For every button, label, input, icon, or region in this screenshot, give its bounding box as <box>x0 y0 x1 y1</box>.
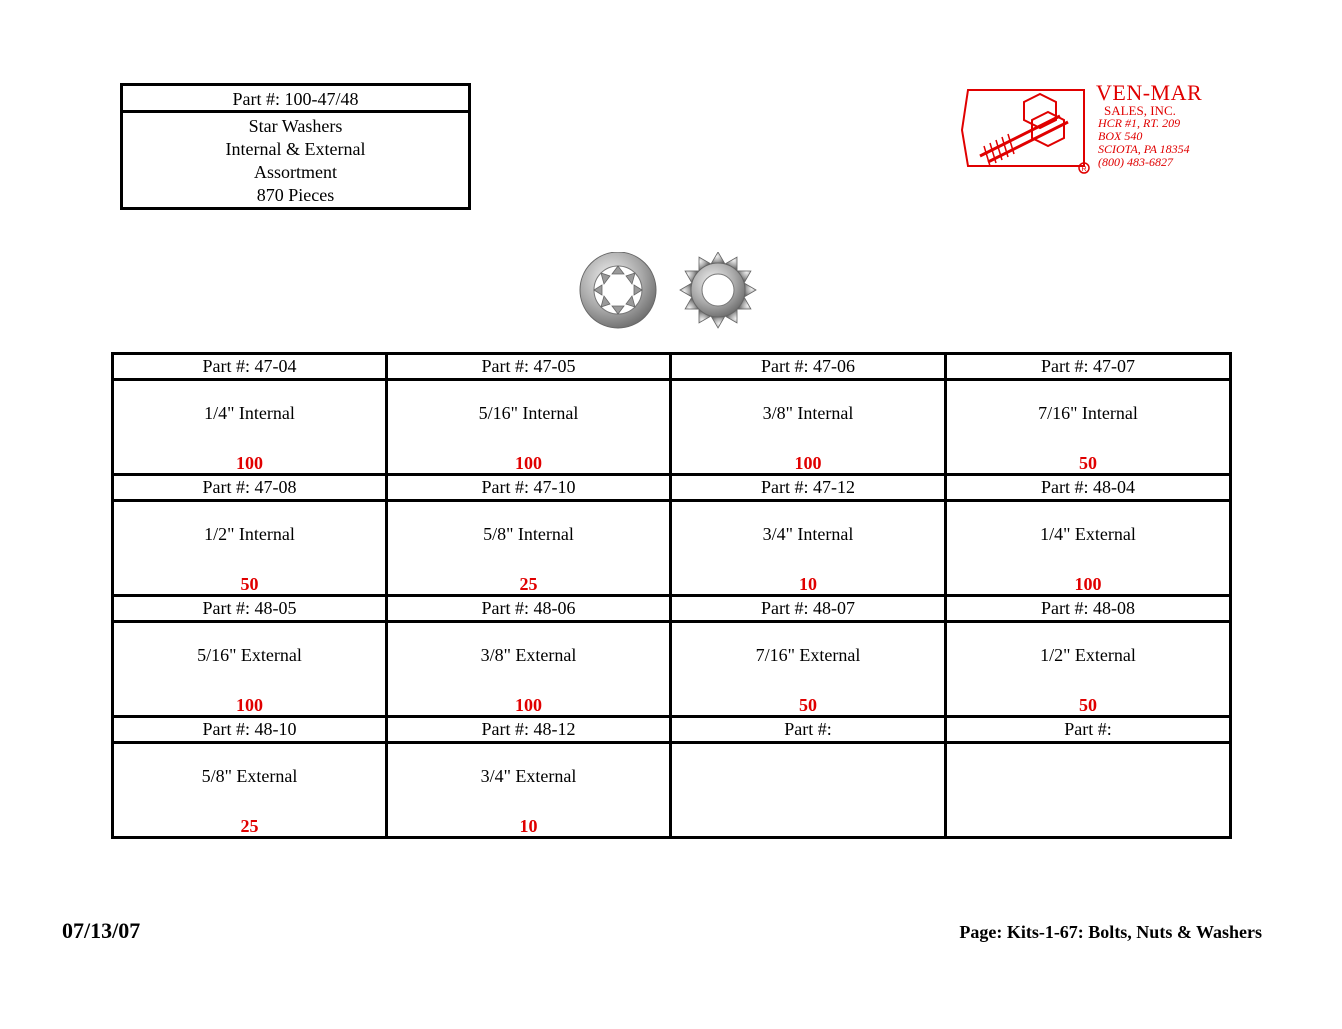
part-description: 3/4" External <box>480 766 577 786</box>
part-quantity: 10 <box>799 574 817 594</box>
part-description: 3/4" Internal <box>762 524 854 544</box>
logo-line-4: SCIOTA, PA 18354 <box>1098 142 1190 156</box>
part-number-cell: Part #: 48-04 <box>946 475 1231 501</box>
part-quantity: 100 <box>236 695 263 715</box>
kit-line-2: Internal & External <box>225 139 366 159</box>
kit-part-number: Part #: 100-47/48 <box>123 86 468 113</box>
part-number-cell: Part #: 47-10 <box>387 475 671 501</box>
part-cell <box>671 501 946 596</box>
part-description: 1/4" Internal <box>204 403 295 423</box>
part-number-cell: Part #: 47-12 <box>671 475 946 501</box>
kit-line-4: 870 Pieces <box>256 185 335 205</box>
part-cell <box>387 622 671 717</box>
part-number-cell: Part #: 48-05 <box>113 596 387 622</box>
part-quantity: 50 <box>1079 453 1097 473</box>
part-cell <box>671 622 946 717</box>
kit-line-1: Star Washers <box>248 116 343 136</box>
part-cell <box>387 743 671 838</box>
grid-body-row <box>113 501 1231 596</box>
logo-line-2: HCR #1, RT. 209 <box>1098 116 1181 130</box>
part-number-cell: Part #: 48-12 <box>387 717 671 743</box>
part-number-cell: Part #: 47-05 <box>387 354 671 380</box>
part-description: 3/8" Internal <box>762 403 854 423</box>
part-quantity: 100 <box>515 695 542 715</box>
part-number-cell: Part #: <box>946 717 1231 743</box>
part-cell <box>113 501 387 596</box>
svg-text:R: R <box>1081 166 1087 173</box>
part-number-cell: Part #: 48-08 <box>946 596 1231 622</box>
star-washers-image <box>576 252 766 332</box>
part-description: 5/16" External <box>197 645 302 665</box>
part-number-cell: Part #: 47-08 <box>113 475 387 501</box>
part-number-cell: Part #: 47-07 <box>946 354 1231 380</box>
part-number-cell: Part #: <box>671 717 946 743</box>
part-description: 7/16" Internal <box>1038 403 1138 423</box>
kit-description <box>123 113 468 207</box>
grid-header-row <box>113 475 1231 501</box>
bolt-logo-icon <box>960 86 1092 174</box>
part-quantity: 25 <box>240 816 259 836</box>
part-cell <box>113 743 387 838</box>
logo-line-3: BOX 540 <box>1098 129 1143 143</box>
part-number-cell: Part #: 48-06 <box>387 596 671 622</box>
logo-brand-name: VEN-MAR <box>1096 80 1203 105</box>
part-description: 5/8" External <box>201 766 298 786</box>
grid-header-row <box>113 717 1231 743</box>
footer-date: 07/13/07 <box>62 918 141 943</box>
part-description: 1/2" Internal <box>204 524 295 544</box>
part-cell <box>671 380 946 475</box>
part-cell <box>113 622 387 717</box>
part-description: 5/16" Internal <box>478 403 579 423</box>
kit-line-3: Assortment <box>254 162 337 182</box>
footer-page-label: Page: Kits-1-67: Bolts, Nuts & Washers <box>959 922 1262 942</box>
logo-line-1: SALES, INC. <box>1104 103 1176 118</box>
part-number-cell: Part #: 47-06 <box>671 354 946 380</box>
part-cell <box>671 743 946 838</box>
kit-part-box <box>120 83 471 210</box>
part-quantity: 100 <box>236 453 263 473</box>
part-cell <box>387 380 671 475</box>
part-quantity: 50 <box>1079 695 1097 715</box>
part-cell <box>387 501 671 596</box>
logo-line-5: (800) 483-6827 <box>1098 155 1173 169</box>
parts-grid <box>111 352 1232 839</box>
grid-header-row <box>113 354 1231 380</box>
part-quantity: 50 <box>799 695 817 715</box>
part-cell <box>946 501 1231 596</box>
grid-body-row <box>113 622 1231 717</box>
part-description: 5/8" Internal <box>483 524 574 544</box>
company-logo <box>960 80 1250 180</box>
part-quantity: 25 <box>519 574 538 594</box>
part-number-cell: Part #: 48-10 <box>113 717 387 743</box>
part-cell <box>946 380 1231 475</box>
part-number-cell: Part #: 47-04 <box>113 354 387 380</box>
part-cell <box>946 743 1231 838</box>
part-number-cell: Part #: 48-07 <box>671 596 946 622</box>
part-cell <box>113 380 387 475</box>
part-quantity: 100 <box>1074 574 1102 594</box>
part-quantity: 100 <box>794 453 822 473</box>
part-description: 7/16" External <box>755 645 861 665</box>
part-cell <box>946 622 1231 717</box>
grid-header-row <box>113 596 1231 622</box>
grid-body-row <box>113 743 1231 838</box>
logo-address <box>1098 104 1190 169</box>
part-quantity: 50 <box>240 574 259 594</box>
part-description: 1/4" External <box>1040 524 1136 544</box>
grid-body-row <box>113 380 1231 475</box>
part-quantity: 10 <box>519 816 538 836</box>
part-quantity: 100 <box>515 453 542 473</box>
part-description: 1/2" External <box>1040 645 1136 665</box>
part-description: 3/8" External <box>480 645 577 665</box>
